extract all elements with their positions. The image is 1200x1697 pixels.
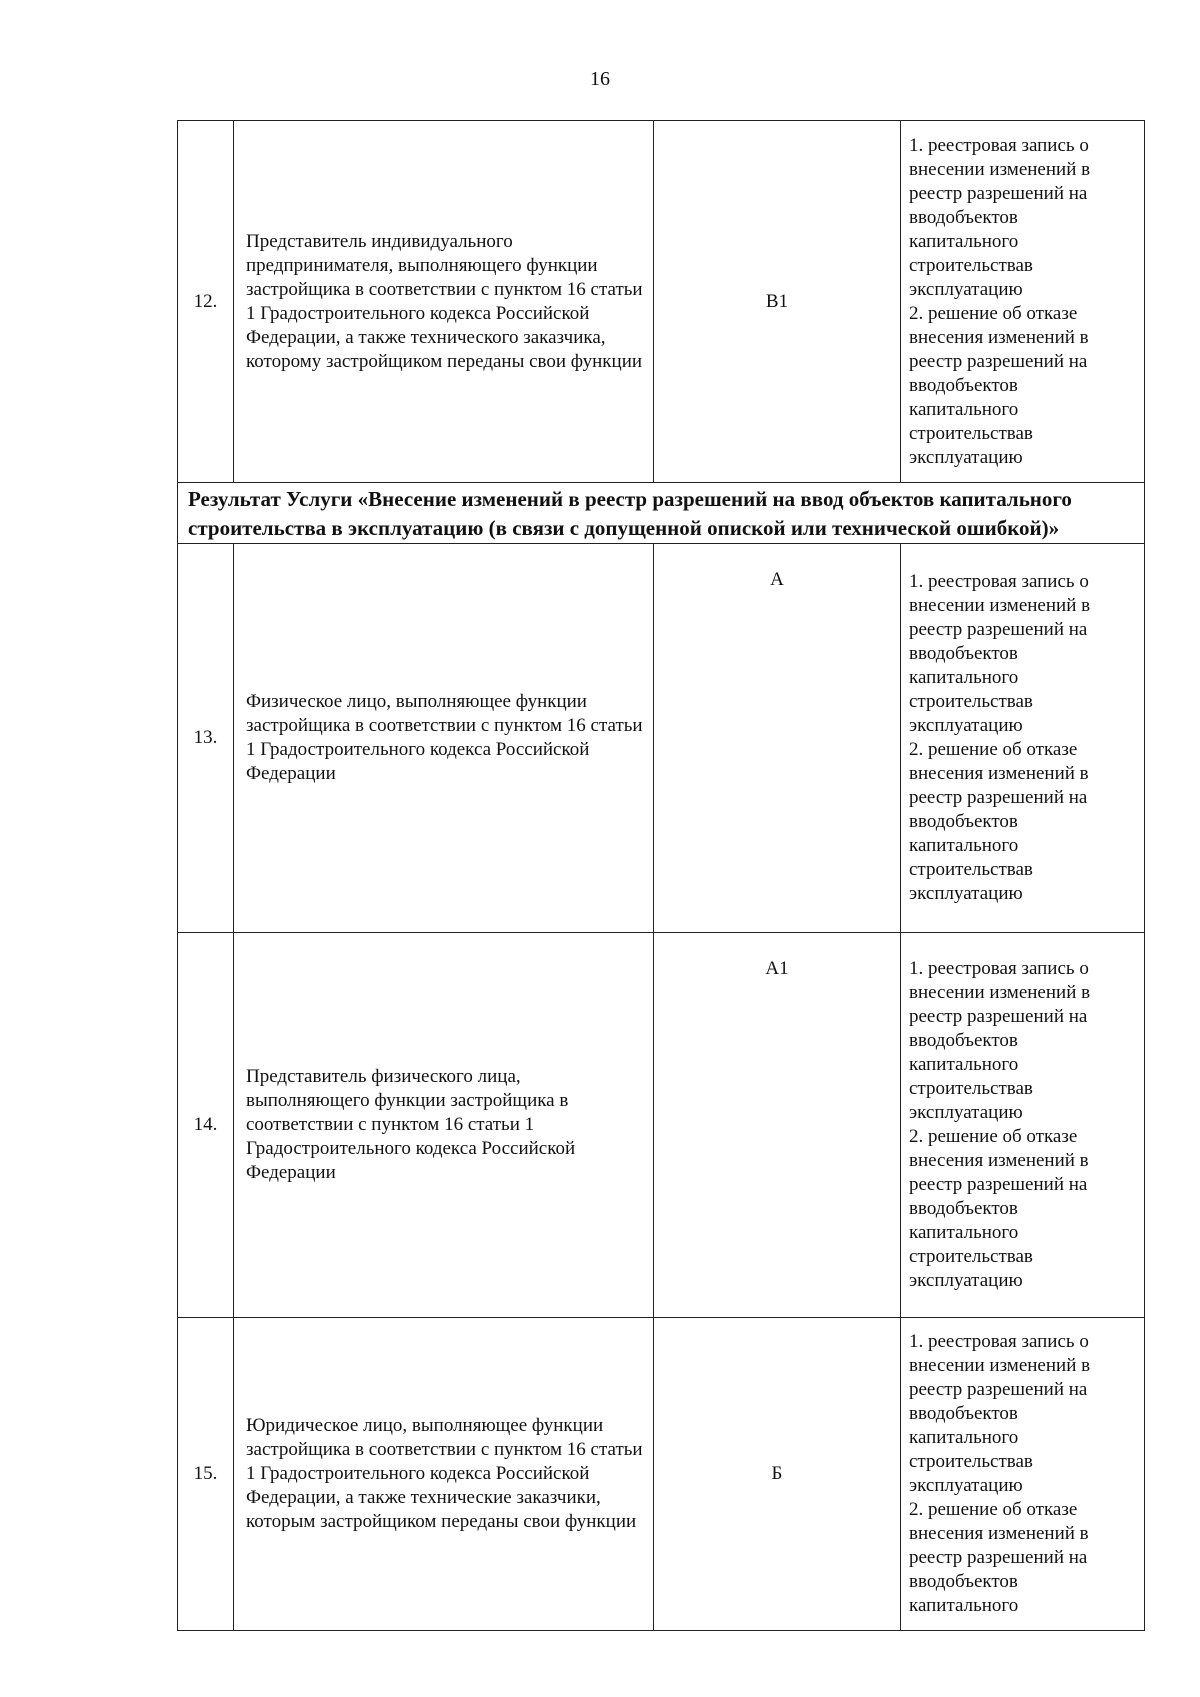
result-cell [901,121,1145,483]
section-header-row [178,483,1145,544]
result-word: строительства [909,691,1024,712]
result-line: внесении изменений в [909,595,1091,616]
result-word: объектов [945,1198,1018,1219]
result-word: ввод [909,1571,946,1592]
result-line: 1. реестровая запись о [909,1331,1089,1352]
result-line: 1. реестровая запись о [909,134,1089,156]
result-line: внесения изменений в [909,326,1089,348]
result-line: внесении изменений в [909,158,1091,180]
result-word: объектов [945,374,1018,396]
result-line: реестр разрешений на [909,182,1088,204]
result-line: 2. решение об отказе [909,1126,1078,1147]
result-line: эксплуатацию [909,446,1023,468]
row-number: 13. [178,544,234,933]
applicant-category: В1 [654,121,901,483]
result-line: внесении изменений в [909,1355,1091,1376]
result-word: ввод [909,643,946,664]
result-word: объектов [945,1030,1018,1051]
result-word: строительства [909,1078,1024,1099]
result-line: эксплуатацию [909,715,1023,736]
result-line: 1. реестровая запись о [909,571,1089,592]
result-cell [901,1318,1145,1631]
result-line: капитального [909,398,1019,420]
result-line: внесении изменений в [909,982,1091,1003]
result-line: внесения изменений в [909,1523,1089,1544]
result-line: капитального [909,1222,1019,1243]
result-word: строительства [909,1451,1024,1472]
applicant-description: Представитель индивидуального предпринимателя, выполняющего функции застройщика в соответствии с пунктом 16 статьи 1 Градостроительного кодекса Российской Федерации, а также технического заказчика, которому застройщиком переданы свои функции [234,121,654,483]
result-word: строительства [909,254,1024,276]
applicant-description: Физическое лицо, выполняющее функции застройщика в соответствии с пунктом 16 статьи 1 Градостроительного кодекса Российской Федерации [234,544,654,933]
row-number: 15. [178,1318,234,1631]
result-line: внесения изменений в [909,1150,1089,1171]
result-line [909,1402,1138,1426]
result-word: в [1023,422,1033,444]
result-line [909,1570,1138,1594]
result-word: ввод [909,811,946,832]
result-word: строительства [909,859,1024,880]
applicant-description: Представитель физического лица, выполняющего функции застройщика в соответствии с пунктом 16 статьи 1 Градостроительного кодекса Российской Федерации [234,933,654,1318]
result-word: ввод [909,206,946,228]
page-number: 16 [590,68,610,90]
result-word: строительства [909,1246,1024,1267]
result-line: 2. решение об отказе [909,302,1078,324]
result-line: 2. решение об отказе [909,739,1078,760]
result-word: ввод [909,1030,946,1051]
applicant-category: А1 [654,933,901,1318]
result-line [909,810,1138,834]
result-line [909,1077,1138,1101]
result-word: в [1023,691,1033,712]
result-word: в [1023,1451,1033,1472]
result-line [909,690,1138,714]
result-line: капитального [909,835,1019,856]
section-title: Результат Услуги «Внесение изменений в реестр разрешений на ввод объектов капитального строительства в эксплуатацию (в связи с допущенной опиской или технической ошибкой)» [178,483,1145,544]
result-word: объектов [945,206,1018,228]
result-word: ввод [909,374,946,396]
result-line: 1. реестровая запись о [909,958,1089,979]
result-word: объектов [945,811,1018,832]
result-line: капитального [909,667,1019,688]
result-cell [901,544,1145,933]
result-line: реестр разрешений на [909,1006,1088,1027]
table-row [178,1318,1145,1631]
result-word: в [1023,254,1033,276]
result-line: эксплуатацию [909,1270,1023,1291]
result-word: объектов [945,643,1018,664]
result-line: капитального [909,1054,1019,1075]
result-line: реестр разрешений на [909,1547,1088,1568]
result-line [909,374,1138,398]
result-line: реестр разрешений на [909,619,1088,640]
result-line [909,1450,1138,1474]
result-line: реестр разрешений на [909,1174,1088,1195]
result-line: эксплуатацию [909,883,1023,904]
result-word: в [1023,1078,1033,1099]
result-line: капитального [909,1595,1019,1616]
table-row [178,933,1145,1318]
result-line: капитального [909,230,1019,252]
result-line: реестр разрешений на [909,1379,1088,1400]
result-line: эксплуатацию [909,278,1023,300]
result-line [909,1245,1138,1269]
result-line [909,254,1138,278]
result-line: внесения изменений в [909,763,1089,784]
result-line [909,206,1138,230]
result-line [909,422,1138,446]
document-table [177,120,1145,1631]
result-word: объектов [945,1403,1018,1424]
result-word: строительства [909,422,1024,444]
result-cell [901,933,1145,1318]
table-row [178,544,1145,933]
result-line: реестр разрешений на [909,787,1088,808]
applicant-category: А [654,544,901,933]
result-line: капитального [909,1427,1019,1448]
applicant-description: Юридическое лицо, выполняющее функции застройщика в соответствии с пунктом 16 статьи 1 Градостроительного кодекса Российской Федерации, а также технические заказчики, которым застройщиком переданы свои функции [234,1318,654,1631]
result-line [909,1197,1138,1221]
applicant-category: Б [654,1318,901,1631]
result-line [909,642,1138,666]
result-line: эксплуатацию [909,1102,1023,1123]
row-number: 12. [178,121,234,483]
result-word: объектов [945,1571,1018,1592]
result-line: реестр разрешений на [909,350,1088,372]
result-line [909,1029,1138,1053]
result-line: 2. решение об отказе [909,1499,1078,1520]
result-line [909,858,1138,882]
result-word: в [1023,1246,1033,1267]
result-line: эксплуатацию [909,1475,1023,1496]
row-number: 14. [178,933,234,1318]
result-word: ввод [909,1403,946,1424]
result-word: в [1023,859,1033,880]
result-word: ввод [909,1198,946,1219]
table-row [178,121,1145,483]
